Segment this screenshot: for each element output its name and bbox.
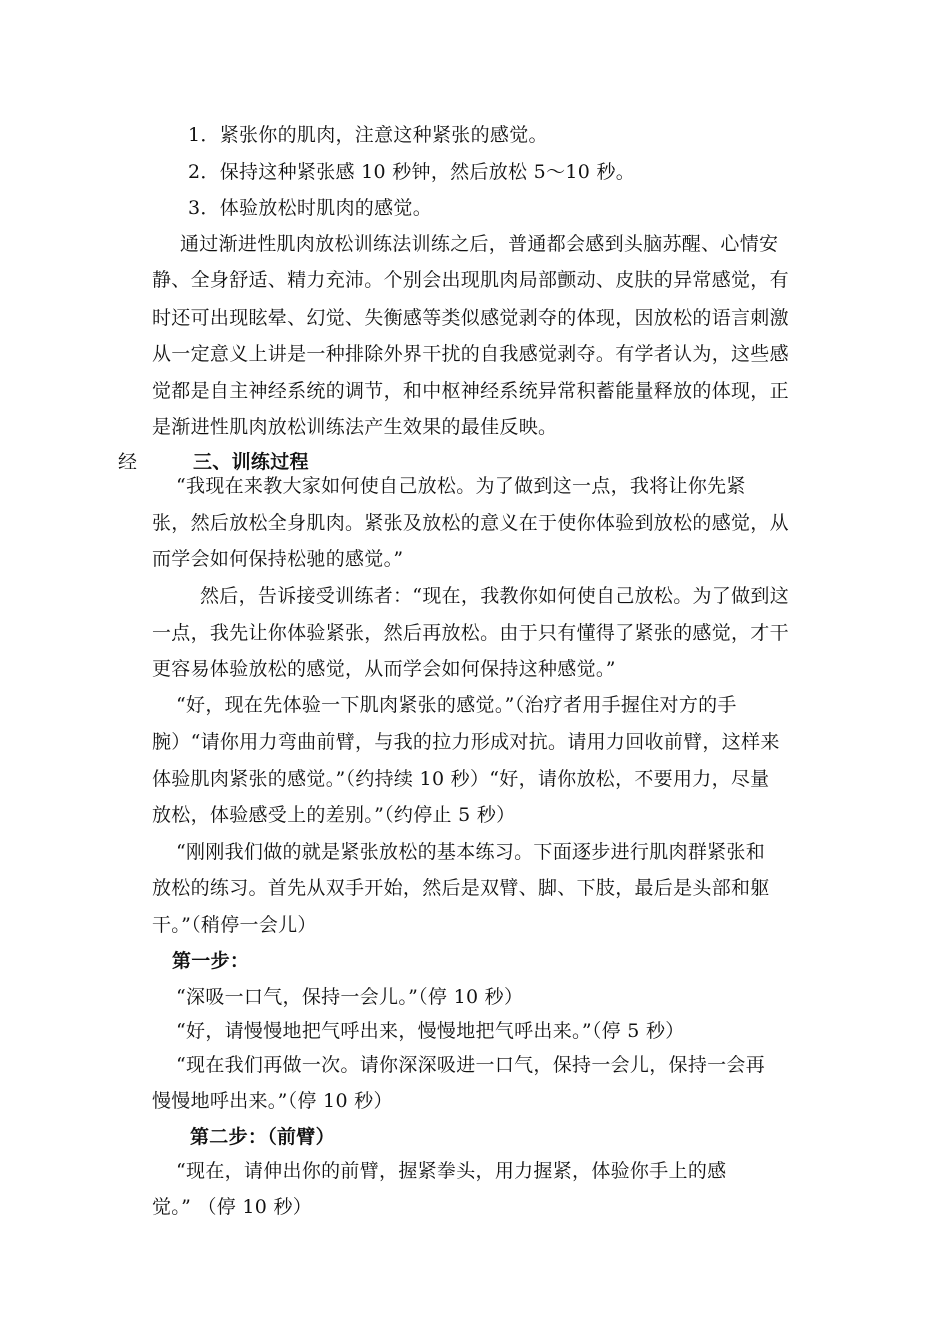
paragraph-line: “好，请慢慢地把气呼出来，慢慢地把气呼出来。”（停 5 秒） <box>176 1020 685 1042</box>
paragraph-line: 体验肌肉紧张的感觉。”（约持续 10 秒）“好，请你放松，不要用力，尽量 <box>152 768 770 790</box>
paragraph-line: 更容易体验放松的感觉，从而学会如何保持这种感觉。” <box>152 658 616 680</box>
paragraph-line: 静、全身舒适、精力充沛。个别会出现肌肉局部颤动、皮肤的异常感觉，有 <box>152 269 789 291</box>
paragraph-line: 张，然后放松全身肌肉。紧张及放松的意义在于使你体验到放松的感觉，从 <box>152 512 789 534</box>
paragraph-line: “深吸一口气，保持一会儿。”（停 10 秒） <box>176 986 524 1008</box>
paragraph-line: “我现在来教大家如何使自己放松。为了做到这一点，我将让你先紧 <box>176 475 746 497</box>
paragraph-line: 慢慢地呼出来。”（停 10 秒） <box>152 1090 393 1112</box>
paragraph-line: 觉都是自主神经系统的调节，和中枢神经系统异常积蓄能量释放的体现，正 <box>152 380 789 402</box>
paragraph-line: “现在，请伸出你的前臂，握紧拳头，用力握紧，体验你手上的感 <box>176 1160 727 1182</box>
paragraph-line: 放松，体验感受上的差别。”（约停止 5 秒） <box>152 804 516 826</box>
paragraph-line: 从一定意义上讲是一种排除外界干扰的自我感觉剥夺。有学者认为，这些感 <box>152 343 789 365</box>
paragraph-line: “好，现在先体验一下肌肉紧张的感觉。”（治疗者用手握住对方的手 <box>176 694 737 716</box>
paragraph-line: 而学会如何保持松驰的感觉。” <box>152 548 404 570</box>
paragraph-line: 然后，告诉接受训练者：“现在，我教你如何使自己放松。为了做到这 <box>200 585 790 607</box>
margin-character: 经 <box>118 451 138 473</box>
paragraph-line: 干。”（稍停一会儿） <box>152 914 317 936</box>
paragraph-line: “现在我们再做一次。请你深深吸进一口气，保持一会儿，保持一会再 <box>176 1054 766 1076</box>
step-heading: 第二步：（前臂） <box>190 1126 335 1148</box>
paragraph-line: 放松的练习。首先从双手开始，然后是双臂、脚、下肢，最后是头部和躯 <box>152 877 770 899</box>
step-heading: 第一步： <box>172 950 250 972</box>
list-item-1: 1．紧张你的肌肉，注意这种紧张的感觉。 <box>188 124 548 146</box>
list-item-2: 2．保持这种紧张感 10 秒钟，然后放松 5～10 秒。 <box>188 161 636 183</box>
paragraph-line: 一点，我先让你体验紧张，然后再放松。由于只有懂得了紧张的感觉，才干 <box>152 622 789 644</box>
paragraph-line: 通过渐进性肌肉放松训练法训练之后，普通都会感到头脑苏醒、心情安 <box>180 233 779 255</box>
paragraph-line: 时还可出现眩晕、幻觉、失衡感等类似感觉剥夺的体现，因放松的语言刺激 <box>152 307 789 329</box>
paragraph-line: “刚刚我们做的就是紧张放松的基本练习。下面逐步进行肌肉群紧张和 <box>176 841 766 863</box>
section-heading: 三、训练过程 <box>193 451 309 473</box>
paragraph-line: 觉。” （停 10 秒） <box>152 1196 313 1218</box>
paragraph-line: 腕）“请你用力弯曲前臂，与我的拉力形成对抗。请用力回收前臂，这样来 <box>152 731 780 753</box>
list-item-3: 3．体验放松时肌肉的感觉。 <box>188 197 432 219</box>
paragraph-line: 是渐进性肌肉放松训练法产生效果的最佳反映。 <box>152 416 558 438</box>
